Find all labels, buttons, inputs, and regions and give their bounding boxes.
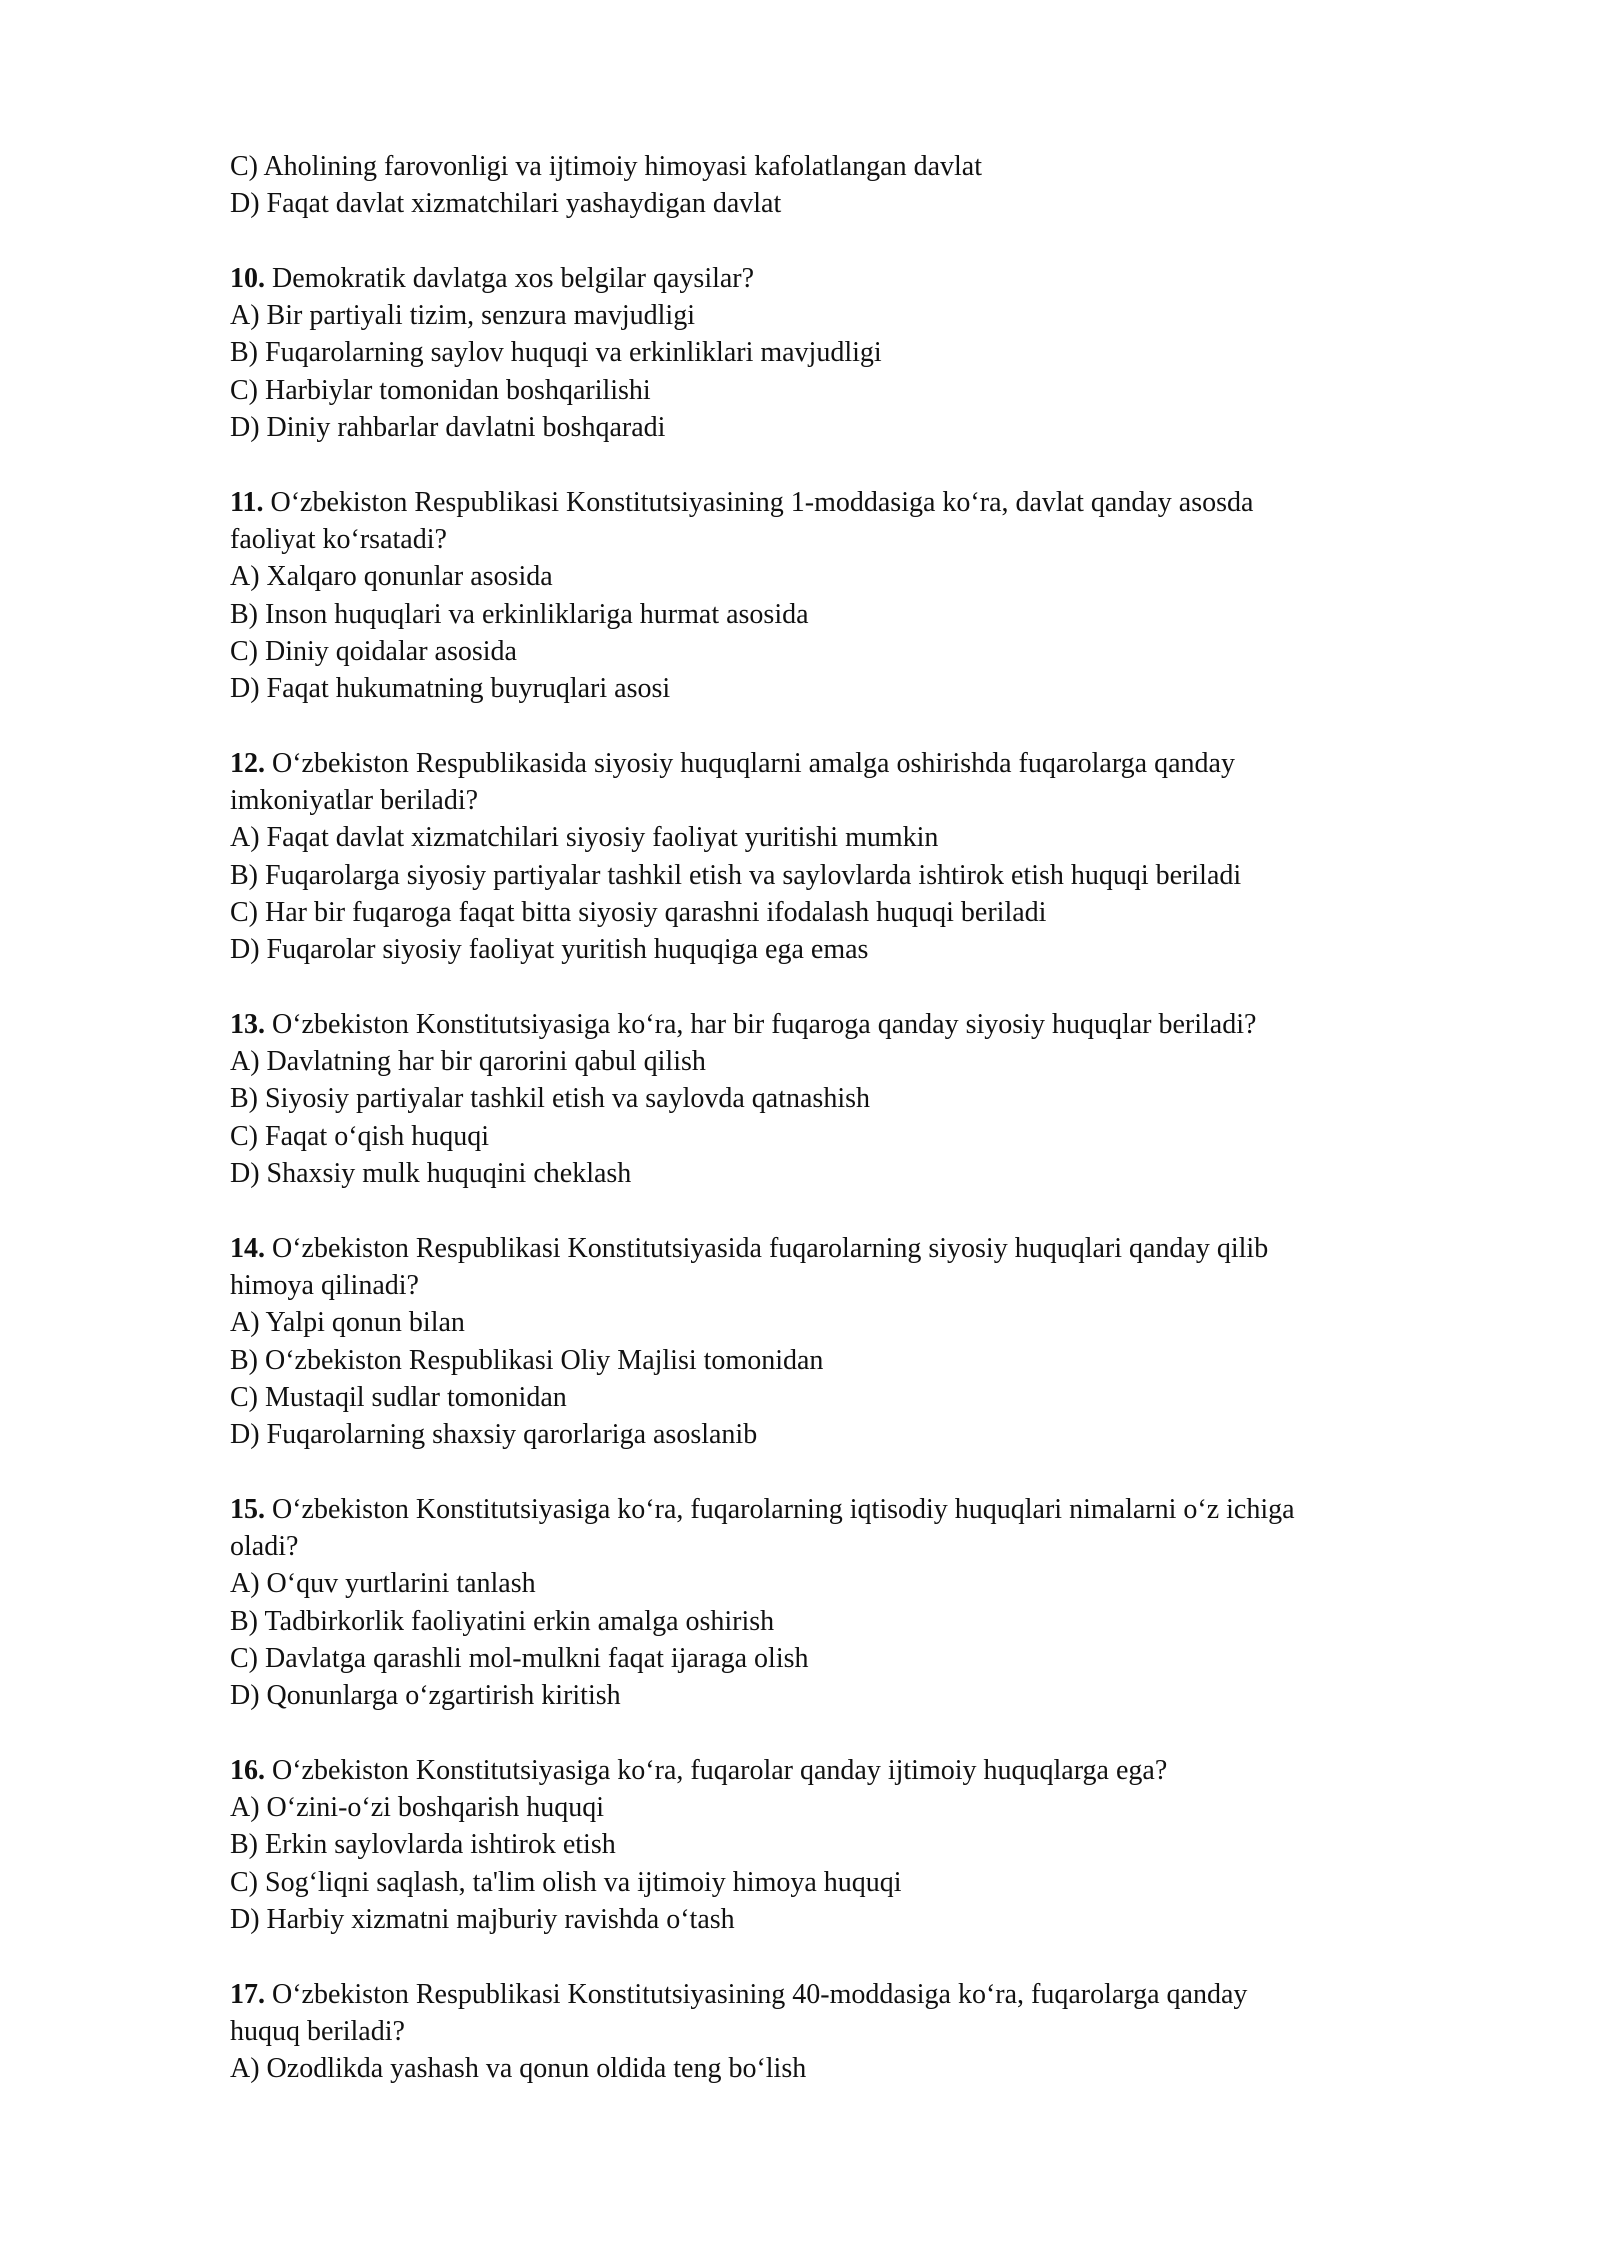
question-text-line bbox=[230, 1006, 1480, 1043]
answer-option: D) Fuqarolar siyosiy faoliyat yuritish huquqiga ega emas bbox=[230, 934, 869, 966]
question-text-line bbox=[230, 1267, 1480, 1304]
question-text-line bbox=[230, 2013, 1480, 2050]
question-text: oladi? bbox=[230, 1530, 299, 1562]
question-block bbox=[230, 484, 1480, 708]
answer-option: A) Bir partiyali tizim, senzura mavjudligi bbox=[230, 300, 695, 332]
question-number: 11. bbox=[230, 486, 264, 518]
question-text-line bbox=[230, 1752, 1480, 1789]
question-text: O‘zbekiston Respublikasi Konstitutsiyasining 40-moddasiga ko‘ra, fuqarolarga qanday bbox=[272, 1978, 1248, 2010]
answer-option: D) Diniy rahbarlar davlatni boshqaradi bbox=[230, 412, 666, 444]
question-number: 13. bbox=[230, 1008, 265, 1040]
question-number: 16. bbox=[230, 1754, 265, 1786]
answer-option: A) Xalqaro qonunlar asosida bbox=[230, 561, 553, 593]
question-text-line bbox=[230, 260, 1480, 297]
answer-option: C) Mustaqil sudlar tomonidan bbox=[230, 1381, 567, 1413]
answer-option: A) O‘zini-o‘zi boshqarish huquqi bbox=[230, 1792, 605, 1824]
question-text: imkoniyatlar beriladi? bbox=[230, 785, 479, 817]
question-text: himoya qilinadi? bbox=[230, 1269, 419, 1301]
answer-option: D) Shaxsiy mulk huquqini cheklash bbox=[230, 1158, 632, 1190]
question-text: O‘zbekiston Respublikasida siyosiy huquqlarni amalga oshirishda fuqarolarga qanday bbox=[272, 747, 1235, 779]
answer-option: D) Faqat hukumatning buyruqlari asosi bbox=[230, 673, 671, 705]
question-spacer bbox=[230, 1453, 1480, 1490]
question-text-line bbox=[230, 1528, 1480, 1565]
question-spacer bbox=[230, 223, 1480, 260]
question-spacer bbox=[230, 707, 1480, 744]
answer-option: D) Qonunlarga o‘zgartirish kiritish bbox=[230, 1680, 621, 1712]
question-text-line bbox=[230, 521, 1480, 558]
question-spacer bbox=[230, 1714, 1480, 1751]
answer-option: A) O‘quv yurtlarini tanlash bbox=[230, 1568, 536, 1600]
answer-option: B) O‘zbekiston Respublikasi Oliy Majlisi tomonidan bbox=[230, 1344, 824, 1376]
answer-option: C) Har bir fuqaroga faqat bitta siyosiy qarashni ifodalash huquqi beriladi bbox=[230, 896, 1047, 928]
question-text: faoliyat ko‘rsatadi? bbox=[230, 523, 447, 555]
answer-option: B) Siyosiy partiyalar tashkil etish va saylovda qatnashish bbox=[230, 1083, 871, 1115]
question-spacer bbox=[230, 1938, 1480, 1975]
answer-option: A) Davlatning har bir qarorini qabul qilish bbox=[230, 1046, 706, 1078]
question-text-line bbox=[230, 745, 1480, 782]
question-number: 14. bbox=[230, 1232, 265, 1264]
answer-option: C) Sog‘liqni saqlash, ta'lim olish va ijtimoiy himoya huquqi bbox=[230, 1866, 902, 1898]
question-block bbox=[230, 1006, 1480, 1192]
answer-option: B) Inson huquqlari va erkinliklariga hurmat asosida bbox=[230, 598, 809, 630]
question-block bbox=[230, 745, 1480, 969]
question-text: huquq beriladi? bbox=[230, 2015, 405, 2047]
answer-option: C) Faqat o‘qish huquqi bbox=[230, 1120, 489, 1152]
answer-option: B) Erkin saylovlarda ishtirok etish bbox=[230, 1829, 616, 1861]
question-number: 17. bbox=[230, 1978, 265, 2010]
question-text-line bbox=[230, 1230, 1480, 1267]
question-text-line bbox=[230, 782, 1480, 819]
question-block bbox=[230, 1230, 1480, 1454]
question-block bbox=[230, 1491, 1480, 1715]
question-number: 10. bbox=[230, 262, 265, 294]
document-page bbox=[230, 148, 1480, 2087]
answer-option: D) Faqat davlat xizmatchilari yashaydigan davlat bbox=[230, 188, 782, 220]
question-spacer bbox=[230, 969, 1480, 1006]
question-text: O‘zbekiston Respublikasi Konstitutsiyasining 1-moddasiga ko‘ra, davlat qanday asosda bbox=[270, 486, 1254, 518]
answer-option: C) Harbiylar tomonidan boshqarilishi bbox=[230, 374, 651, 406]
answer-option: C) Diniy qoidalar asosida bbox=[230, 635, 517, 667]
question-spacer bbox=[230, 1192, 1480, 1229]
question-text: O‘zbekiston Respublikasi Konstitutsiyasida fuqarolarning siyosiy huquqlari qanday qilib bbox=[272, 1232, 1269, 1264]
answer-option: C) Davlatga qarashli mol-mulkni faqat ijaraga olish bbox=[230, 1642, 809, 1674]
answer-option: D) Harbiy xizmatni majburiy ravishda o‘tash bbox=[230, 1903, 735, 1935]
answer-option: A) Ozodlikda yashash va qonun oldida teng bo‘lish bbox=[230, 2053, 807, 2085]
answer-option: B) Fuqarolarga siyosiy partiyalar tashkil etish va saylovlarda ishtirok etish huquqi beriladi bbox=[230, 859, 1242, 891]
question-text: O‘zbekiston Konstitutsiyasiga ko‘ra, fuqarolarning iqtisodiy huquqlari nimalarni o‘z ichiga bbox=[272, 1493, 1295, 1525]
question-block bbox=[230, 1976, 1480, 2088]
question-text: Demokratik davlatga xos belgilar qaysilar? bbox=[272, 262, 755, 294]
answer-option: A) Faqat davlat xizmatchilari siyosiy faoliyat yuritishi mumkin bbox=[230, 822, 939, 854]
answer-option: A) Yalpi qonun bilan bbox=[230, 1307, 465, 1339]
answer-option: C) Aholining farovonligi va ijtimoiy himoyasi kafolatlangan davlat bbox=[230, 151, 982, 182]
question-number: 15. bbox=[230, 1493, 265, 1525]
question-block bbox=[230, 260, 1480, 446]
leading-options bbox=[230, 148, 1480, 223]
question-list bbox=[230, 223, 1480, 2088]
question-text-line bbox=[230, 484, 1480, 521]
answer-option: B) Tadbirkorlik faoliyatini erkin amalga oshirish bbox=[230, 1605, 775, 1637]
question-block bbox=[230, 1752, 1480, 1938]
answer-option: B) Fuqarolarning saylov huquqi va erkinliklari mavjudligi bbox=[230, 337, 882, 369]
question-text: O‘zbekiston Konstitutsiyasiga ko‘ra, fuqarolar qanday ijtimoiy huquqlarga ega? bbox=[272, 1754, 1168, 1786]
question-spacer bbox=[230, 446, 1480, 483]
question-text: O‘zbekiston Konstitutsiyasiga ko‘ra, har bir fuqaroga qanday siyosiy huquqlar beriladi? bbox=[272, 1008, 1257, 1040]
answer-option: D) Fuqarolarning shaxsiy qarorlariga asoslanib bbox=[230, 1419, 758, 1451]
question-text-line bbox=[230, 1491, 1480, 1528]
question-number: 12. bbox=[230, 747, 265, 779]
question-text-line bbox=[230, 1976, 1480, 2013]
